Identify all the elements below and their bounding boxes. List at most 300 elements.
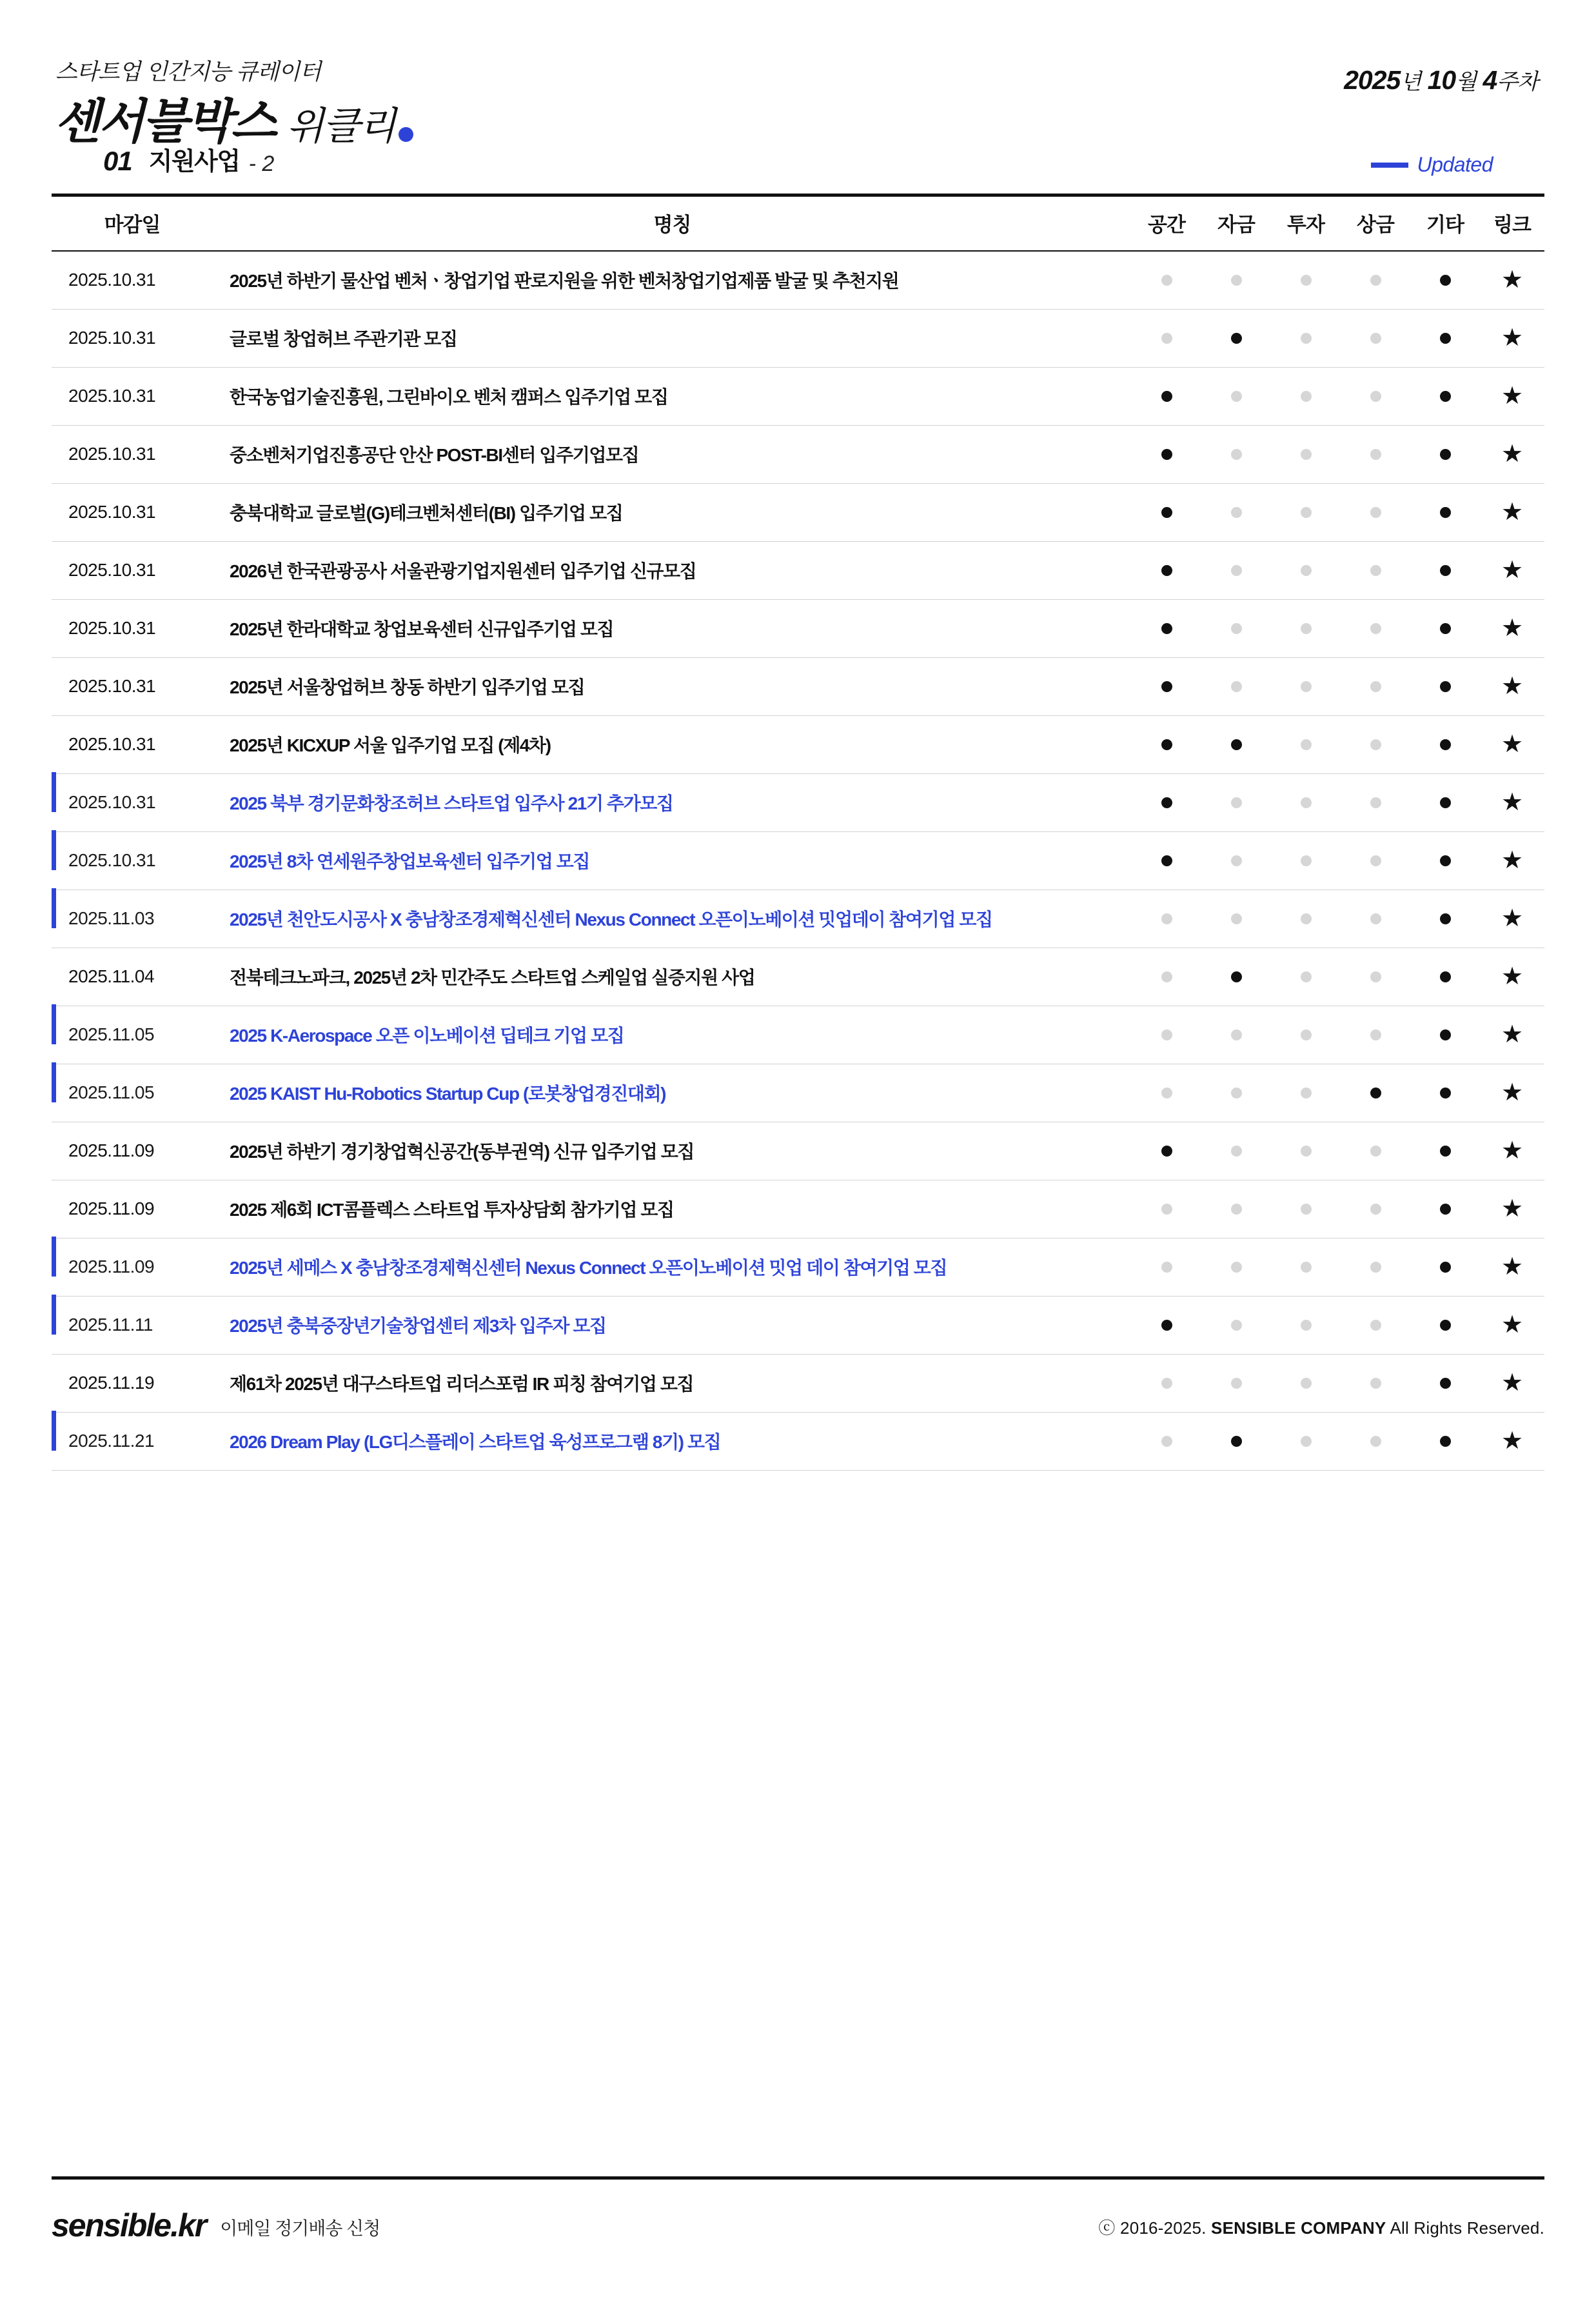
row-mark-space <box>1132 1354 1201 1412</box>
dot-empty-icon <box>1301 739 1312 750</box>
updated-label: Updated <box>1417 153 1493 176</box>
dot-empty-icon <box>1301 681 1312 692</box>
star-icon[interactable]: ★ <box>1501 847 1524 874</box>
dot-filled-icon <box>1231 739 1242 750</box>
row-mark-etc <box>1410 890 1480 948</box>
row-title[interactable]: 한국농업기술진흥원, 그린바이오 벤처 캠퍼스 입주기업 모집 <box>213 367 1132 425</box>
dot-empty-icon <box>1231 1378 1242 1389</box>
dot-empty-icon <box>1301 1378 1312 1389</box>
issue-week: 4 <box>1483 65 1497 95</box>
dot-empty-icon <box>1301 565 1312 576</box>
row-mark-investment <box>1271 425 1341 483</box>
dot-filled-icon <box>1161 739 1172 750</box>
row-mark-etc <box>1410 1064 1480 1122</box>
dot-empty-icon <box>1301 1088 1312 1098</box>
new-flag-icon <box>52 888 56 928</box>
row-mark-investment <box>1271 1122 1341 1180</box>
row-link[interactable] <box>1480 831 1544 890</box>
dot-empty-icon <box>1161 1262 1172 1273</box>
dot-empty-icon <box>1231 855 1242 866</box>
row-mark-investment <box>1271 948 1341 1006</box>
dot-empty-icon <box>1231 1088 1242 1098</box>
dot-empty-icon <box>1370 681 1381 692</box>
col-prize: 상금 <box>1341 197 1410 251</box>
row-deadline <box>52 773 213 831</box>
row-deadline: 2025.11.19 <box>52 1354 213 1412</box>
row-title[interactable]: 중소벤처기업진흥공단 안산 POST-BI센터 입주기업모집 <box>213 425 1132 483</box>
star-icon[interactable]: ★ <box>1501 963 1524 990</box>
star-icon[interactable]: ★ <box>1501 1195 1524 1222</box>
row-mark-etc <box>1410 948 1480 1006</box>
dot-empty-icon <box>1370 1029 1381 1040</box>
star-icon[interactable]: ★ <box>1501 1021 1524 1048</box>
row-mark-investment <box>1271 1064 1341 1122</box>
section-name: 지원사업 <box>148 148 240 175</box>
dot-filled-icon <box>1161 855 1172 866</box>
row-link[interactable] <box>1480 715 1544 773</box>
row-mark-prize <box>1341 1412 1410 1470</box>
dot-filled-icon <box>1440 681 1451 692</box>
table-row <box>52 831 1544 890</box>
row-title[interactable]: 2025년 하반기 물산업 벤처ㆍ창업기업 판로지원을 위한 벤처창업기업제품 발굴 및 추천지원 <box>213 251 1132 309</box>
row-deadline: 2025.10.31 <box>52 657 213 715</box>
row-link[interactable] <box>1480 890 1544 948</box>
dot-empty-icon <box>1301 275 1312 286</box>
brand-subtitle: 위클리 <box>286 104 395 148</box>
row-link[interactable] <box>1480 309 1544 367</box>
rights-text: All Rights Reserved. <box>1390 2218 1544 2238</box>
row-mark-investment <box>1271 251 1341 309</box>
star-icon[interactable]: ★ <box>1501 673 1524 700</box>
dot-empty-icon <box>1370 275 1381 286</box>
row-title[interactable]: 2026년 한국관광공사 서울관광기업지원센터 입주기업 신규모집 <box>213 541 1132 599</box>
dot-filled-icon <box>1440 565 1451 576</box>
row-mark-funding <box>1201 773 1271 831</box>
dot-filled-icon <box>1231 333 1242 344</box>
row-mark-etc <box>1410 1006 1480 1064</box>
dot-empty-icon <box>1301 1204 1312 1215</box>
row-deadline: 2025.11.04 <box>52 948 213 1006</box>
row-mark-funding <box>1201 1180 1271 1238</box>
row-mark-prize <box>1341 599 1410 657</box>
dot-empty-icon <box>1370 971 1381 982</box>
dot-filled-icon <box>1440 797 1451 808</box>
table-row <box>52 657 1544 715</box>
row-mark-space <box>1132 309 1201 367</box>
row-link[interactable] <box>1480 1296 1544 1354</box>
dot-filled-icon <box>1161 565 1172 576</box>
row-mark-space <box>1132 1180 1201 1238</box>
row-mark-etc <box>1410 657 1480 715</box>
issue-year-unit: 년 <box>1400 70 1421 94</box>
row-mark-prize <box>1341 541 1410 599</box>
row-mark-prize <box>1341 367 1410 425</box>
row-deadline <box>52 831 213 890</box>
table-row <box>52 541 1544 599</box>
row-mark-investment <box>1271 1296 1341 1354</box>
dot-empty-icon <box>1231 507 1242 518</box>
row-mark-space <box>1132 890 1201 948</box>
row-mark-prize <box>1341 251 1410 309</box>
new-flag-icon <box>52 830 56 870</box>
table-body <box>52 251 1544 1470</box>
table-row <box>52 425 1544 483</box>
row-title[interactable]: 2025년 KICXUP 서울 입주기업 모집 (제4차) <box>213 715 1132 773</box>
row-title[interactable]: 2025 제6회 ICT콤플렉스 스타트업 투자상담회 참가기업 모집 <box>213 1180 1132 1238</box>
row-mark-prize <box>1341 425 1410 483</box>
dot-empty-icon <box>1301 391 1312 402</box>
row-link[interactable] <box>1480 1180 1544 1238</box>
dot-filled-icon <box>1440 1436 1451 1447</box>
row-mark-funding <box>1201 1412 1271 1470</box>
dot-filled-icon <box>1440 1378 1451 1389</box>
row-mark-investment <box>1271 773 1341 831</box>
row-mark-investment <box>1271 1180 1341 1238</box>
support-programs-table <box>52 197 1544 1471</box>
row-title[interactable]: 2025년 하반기 경기창업혁신공간(동부권역) 신규 입주기업 모집 <box>213 1122 1132 1180</box>
row-mark-space <box>1132 1238 1201 1296</box>
dot-filled-icon <box>1440 1320 1451 1331</box>
dot-empty-icon <box>1231 913 1242 924</box>
table-row <box>52 715 1544 773</box>
star-icon[interactable]: ★ <box>1501 731 1524 758</box>
table-row <box>52 948 1544 1006</box>
table-row <box>52 1354 1544 1412</box>
dot-empty-icon <box>1370 507 1381 518</box>
row-mark-funding <box>1201 541 1271 599</box>
row-mark-funding <box>1201 1006 1271 1064</box>
row-mark-space <box>1132 715 1201 773</box>
row-mark-investment <box>1271 1412 1341 1470</box>
row-title[interactable]: 전북테크노파크, 2025년 2차 민간주도 스타트업 스케일업 실증지원 사업 <box>213 948 1132 1006</box>
dot-filled-icon <box>1440 1204 1451 1215</box>
brand-name: 센서블박스 <box>54 95 275 148</box>
dot-empty-icon <box>1301 971 1312 982</box>
row-link[interactable] <box>1480 599 1544 657</box>
row-link[interactable] <box>1480 1412 1544 1470</box>
row-link[interactable] <box>1480 425 1544 483</box>
dot-filled-icon <box>1440 1262 1451 1273</box>
row-link[interactable] <box>1480 948 1544 1006</box>
row-mark-investment <box>1271 831 1341 890</box>
row-mark-prize <box>1341 1180 1410 1238</box>
copyright-years: ⓒ 2016-2025. <box>1098 2218 1207 2238</box>
row-mark-funding <box>1201 831 1271 890</box>
star-icon[interactable]: ★ <box>1501 324 1524 352</box>
dot-empty-icon <box>1370 449 1381 460</box>
row-mark-space <box>1132 367 1201 425</box>
dot-filled-icon <box>1440 855 1451 866</box>
row-mark-space <box>1132 541 1201 599</box>
header-kicker: 스타트업 인간지능 큐레이터 <box>55 59 321 84</box>
row-mark-space <box>1132 1006 1201 1064</box>
row-deadline <box>52 1238 213 1296</box>
dot-empty-icon <box>1370 913 1381 924</box>
star-icon[interactable]: ★ <box>1501 615 1524 642</box>
row-mark-prize <box>1341 309 1410 367</box>
dot-empty-icon <box>1231 565 1242 576</box>
issue-month: 10 <box>1427 65 1456 95</box>
row-deadline-text: 2025.11.21 <box>68 1431 155 1451</box>
row-mark-etc <box>1410 599 1480 657</box>
row-title[interactable]: 2025 북부 경기문화창조허브 스타트업 입주사 21기 추가모집 <box>213 773 1132 831</box>
star-icon[interactable]: ★ <box>1501 1253 1524 1280</box>
row-title[interactable]: 2026 Dream Play (LG디스플레이 스타트업 육성프로그램 8기) 모집 <box>213 1412 1132 1470</box>
row-mark-space <box>1132 1064 1201 1122</box>
dot-empty-icon <box>1301 1436 1312 1447</box>
row-mark-prize <box>1341 1296 1410 1354</box>
dot-empty-icon <box>1370 1320 1381 1331</box>
table-row <box>52 1238 1544 1296</box>
row-title[interactable]: 2025년 세메스 X 충남창조경제혁신센터 Nexus Connect 오픈이노베이션 밋업 데이 참여기업 모집 <box>213 1238 1132 1296</box>
row-deadline-text: 2025.11.09 <box>68 1257 155 1277</box>
row-deadline <box>52 1296 213 1354</box>
row-deadline: 2025.10.31 <box>52 309 213 367</box>
row-mark-prize <box>1341 890 1410 948</box>
dot-empty-icon <box>1161 1378 1172 1389</box>
row-deadline: 2025.10.31 <box>52 251 213 309</box>
dot-filled-icon <box>1161 449 1172 460</box>
dot-empty-icon <box>1301 1146 1312 1157</box>
dot-empty-icon <box>1301 1320 1312 1331</box>
row-mark-funding <box>1201 1354 1271 1412</box>
row-mark-space <box>1132 599 1201 657</box>
col-investment: 투자 <box>1271 197 1341 251</box>
row-deadline: 2025.10.31 <box>52 599 213 657</box>
row-title[interactable]: 2025 KAIST Hu-Robotics Startup Cup (로봇창업경진대회) <box>213 1064 1132 1122</box>
row-mark-prize <box>1341 483 1410 541</box>
row-link[interactable] <box>1480 251 1544 309</box>
row-deadline: 2025.11.09 <box>52 1180 213 1238</box>
row-title[interactable]: 2025년 천안도시공사 X 충남창조경제혁신센터 Nexus Connect 오픈이노베이션 밋업데이 참여기업 모집 <box>213 890 1132 948</box>
dot-empty-icon <box>1301 507 1312 518</box>
updated-bar-icon <box>1371 163 1408 168</box>
row-title[interactable]: 2025년 8차 연세원주창업보육센터 입주기업 모집 <box>213 831 1132 890</box>
row-mark-funding <box>1201 890 1271 948</box>
row-mark-prize <box>1341 657 1410 715</box>
table-row <box>52 483 1544 541</box>
dot-empty-icon <box>1161 913 1172 924</box>
col-deadline: 마감일 <box>52 197 213 251</box>
row-deadline-text: 2025.11.11 <box>68 1315 153 1335</box>
row-deadline <box>52 1006 213 1064</box>
row-link[interactable] <box>1480 773 1544 831</box>
dot-empty-icon <box>1370 1262 1381 1273</box>
row-link[interactable] <box>1480 1354 1544 1412</box>
footer-divider <box>52 2176 1544 2180</box>
dot-filled-icon <box>1440 391 1451 402</box>
dot-filled-icon <box>1440 623 1451 634</box>
row-mark-prize <box>1341 715 1410 773</box>
star-icon[interactable]: ★ <box>1501 1427 1524 1455</box>
table-row <box>52 599 1544 657</box>
row-deadline-text: 2025.11.05 <box>68 1024 155 1044</box>
dot-empty-icon <box>1231 1146 1242 1157</box>
dot-filled-icon <box>1370 1088 1381 1098</box>
row-title[interactable]: 2025 K-Aerospace 오픈 이노베이션 딥테크 기업 모집 <box>213 1006 1132 1064</box>
row-mark-space <box>1132 1296 1201 1354</box>
star-icon[interactable]: ★ <box>1501 441 1524 468</box>
row-link[interactable] <box>1480 1122 1544 1180</box>
dot-empty-icon <box>1370 1146 1381 1157</box>
new-flag-icon <box>52 1295 56 1335</box>
section-heading <box>103 141 1493 177</box>
row-link[interactable] <box>1480 1238 1544 1296</box>
dot-empty-icon <box>1370 855 1381 866</box>
dot-empty-icon <box>1301 333 1312 344</box>
table-row <box>52 1122 1544 1180</box>
dot-empty-icon <box>1301 1262 1312 1273</box>
row-mark-funding <box>1201 599 1271 657</box>
row-link[interactable] <box>1480 541 1544 599</box>
row-deadline: 2025.10.31 <box>52 715 213 773</box>
row-mark-space <box>1132 1412 1201 1470</box>
row-mark-space <box>1132 1122 1201 1180</box>
dot-empty-icon <box>1370 1204 1381 1215</box>
row-mark-etc <box>1410 1354 1480 1412</box>
row-deadline: 2025.10.31 <box>52 425 213 483</box>
row-title[interactable]: 2025년 한라대학교 창업보육센터 신규입주기업 모집 <box>213 599 1132 657</box>
brand-dot-icon <box>399 127 413 142</box>
row-mark-funding <box>1201 425 1271 483</box>
col-link: 링크 <box>1480 197 1544 251</box>
row-deadline-text: 2025.10.31 <box>68 792 156 812</box>
star-icon[interactable]: ★ <box>1501 557 1524 584</box>
row-mark-investment <box>1271 367 1341 425</box>
issue-month-unit: 월 <box>1455 70 1477 94</box>
issue-year: 2025 <box>1344 65 1401 95</box>
section-number: 01 <box>103 146 132 176</box>
col-funding: 자금 <box>1201 197 1271 251</box>
row-mark-space <box>1132 251 1201 309</box>
table-row <box>52 367 1544 425</box>
star-icon[interactable]: ★ <box>1501 789 1524 816</box>
row-mark-investment <box>1271 599 1341 657</box>
row-mark-prize <box>1341 773 1410 831</box>
row-mark-funding <box>1201 1064 1271 1122</box>
dot-filled-icon <box>1440 333 1451 344</box>
dot-filled-icon <box>1440 1029 1451 1040</box>
star-icon[interactable]: ★ <box>1501 266 1524 294</box>
star-icon[interactable]: ★ <box>1501 1369 1524 1397</box>
row-mark-prize <box>1341 1354 1410 1412</box>
row-deadline <box>52 1412 213 1470</box>
dot-empty-icon <box>1370 1436 1381 1447</box>
section-page: - 2 <box>248 152 275 176</box>
table-row <box>52 309 1544 367</box>
issue-week-unit: 주차 <box>1497 70 1538 94</box>
row-mark-etc <box>1410 425 1480 483</box>
row-mark-funding <box>1201 1122 1271 1180</box>
dot-empty-icon <box>1231 623 1242 634</box>
row-mark-etc <box>1410 309 1480 367</box>
dot-empty-icon <box>1161 333 1172 344</box>
row-link[interactable] <box>1480 483 1544 541</box>
row-mark-funding <box>1201 948 1271 1006</box>
row-mark-etc <box>1410 1180 1480 1238</box>
page-header <box>52 0 1544 194</box>
row-mark-investment <box>1271 1354 1341 1412</box>
dot-filled-icon <box>1440 971 1451 982</box>
dot-empty-icon <box>1231 275 1242 286</box>
star-icon[interactable]: ★ <box>1501 1137 1524 1164</box>
row-mark-space <box>1132 657 1201 715</box>
row-link[interactable] <box>1480 1064 1544 1122</box>
row-mark-prize <box>1341 1006 1410 1064</box>
star-icon[interactable]: ★ <box>1501 383 1524 410</box>
table-row <box>52 1412 1544 1470</box>
row-link[interactable] <box>1480 367 1544 425</box>
dot-filled-icon <box>1161 1320 1172 1331</box>
company-name: SENSIBLE COMPANY <box>1211 2218 1386 2238</box>
dot-filled-icon <box>1161 623 1172 634</box>
dot-filled-icon <box>1161 507 1172 518</box>
row-mark-space <box>1132 483 1201 541</box>
table-row <box>52 773 1544 831</box>
row-mark-funding <box>1201 1296 1271 1354</box>
dot-empty-icon <box>1231 1262 1242 1273</box>
dot-filled-icon <box>1440 507 1451 518</box>
row-mark-investment <box>1271 541 1341 599</box>
brand-title <box>54 95 1544 148</box>
dot-filled-icon <box>1231 1436 1242 1447</box>
row-mark-investment <box>1271 309 1341 367</box>
dot-empty-icon <box>1370 797 1381 808</box>
dot-filled-icon <box>1440 1088 1451 1098</box>
dot-empty-icon <box>1231 391 1242 402</box>
row-mark-space <box>1132 831 1201 890</box>
row-mark-investment <box>1271 1006 1341 1064</box>
new-flag-icon <box>52 1237 56 1277</box>
table-row <box>52 890 1544 948</box>
row-title[interactable]: 2025년 서울창업허브 창동 하반기 입주기업 모집 <box>213 657 1132 715</box>
row-mark-space <box>1132 425 1201 483</box>
row-link[interactable] <box>1480 1006 1544 1064</box>
dot-filled-icon <box>1440 739 1451 750</box>
row-mark-etc <box>1410 483 1480 541</box>
row-deadline-text: 2025.11.05 <box>68 1082 155 1102</box>
row-deadline: 2025.10.31 <box>52 367 213 425</box>
new-flag-icon <box>52 1411 56 1451</box>
new-flag-icon <box>52 772 56 812</box>
row-title[interactable]: 제61차 2025년 대구스타트업 리더스포럼 IR 피칭 참여기업 모집 <box>213 1354 1132 1412</box>
table-header-row <box>52 197 1544 251</box>
row-mark-funding <box>1201 1238 1271 1296</box>
new-flag-icon <box>52 1004 56 1044</box>
row-title[interactable]: 2025년 충북중장년기술창업센터 제3차 입주자 모집 <box>213 1296 1132 1354</box>
dot-empty-icon <box>1370 565 1381 576</box>
dot-filled-icon <box>1440 913 1451 924</box>
dot-empty-icon <box>1231 1029 1242 1040</box>
star-icon[interactable]: ★ <box>1501 1311 1524 1338</box>
star-icon[interactable]: ★ <box>1501 1079 1524 1106</box>
row-mark-etc <box>1410 1296 1480 1354</box>
dot-empty-icon <box>1301 855 1312 866</box>
row-link[interactable] <box>1480 657 1544 715</box>
dot-empty-icon <box>1161 1029 1172 1040</box>
table-row <box>52 1180 1544 1238</box>
col-space: 공간 <box>1132 197 1201 251</box>
row-title[interactable]: 글로벌 창업허브 주관기관 모집 <box>213 309 1132 367</box>
row-title[interactable]: 충북대학교 글로벌(G)테크벤처센터(BI) 입주기업 모집 <box>213 483 1132 541</box>
row-deadline: 2025.10.31 <box>52 541 213 599</box>
dot-empty-icon <box>1301 913 1312 924</box>
row-mark-investment <box>1271 483 1341 541</box>
star-icon[interactable]: ★ <box>1501 499 1524 526</box>
subscribe-link[interactable]: 이메일 정기배송 신청 <box>220 2218 380 2238</box>
star-icon[interactable]: ★ <box>1501 905 1524 932</box>
row-mark-etc <box>1410 831 1480 890</box>
